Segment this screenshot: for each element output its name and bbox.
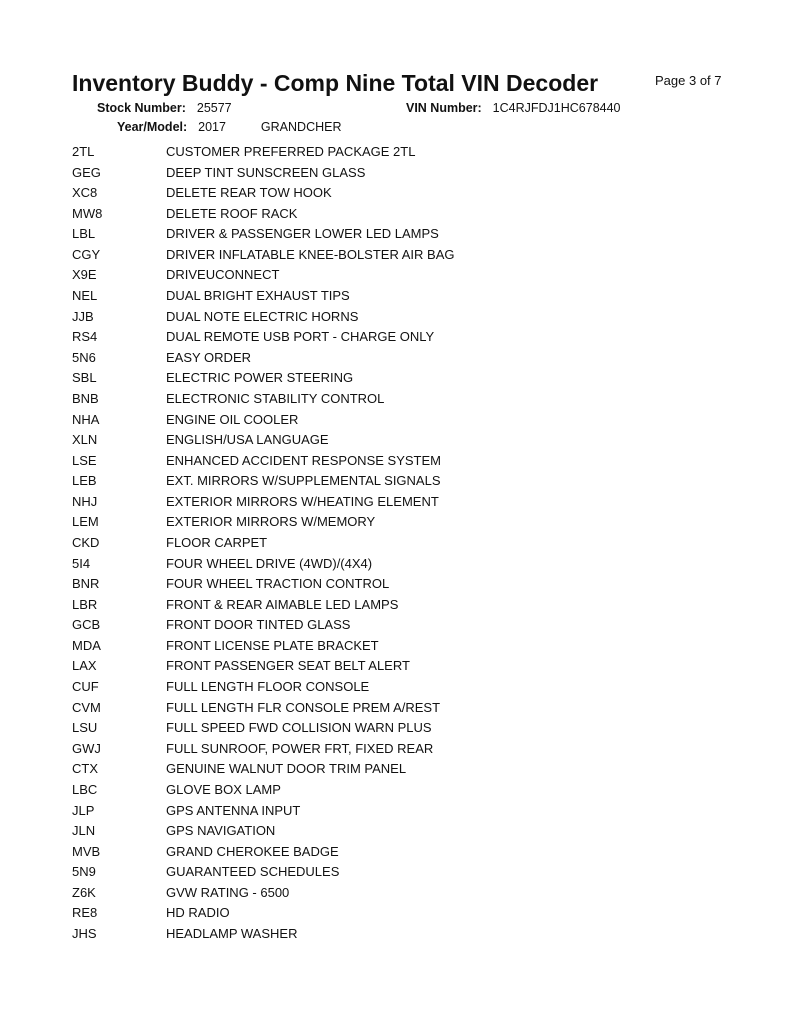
list-item [0,142,800,163]
model-value: GRANDCHER [260,120,342,134]
list-item [0,265,800,286]
option-code: LBC [72,781,98,797]
option-code: RE8 [72,905,98,921]
option-code: NEL [72,288,98,304]
year-value: 2017 [198,120,226,134]
option-code: CGY [72,246,101,262]
option-code: NHJ [72,493,98,509]
option-code: MW8 [72,205,103,221]
list-item [0,451,800,472]
option-code: LAX [72,658,97,674]
option-code: GCB [72,617,101,633]
option-code: Z6K [72,884,96,900]
option-description: EXT. MIRRORS W/SUPPLEMENTAL SIGNALS [166,473,441,489]
option-code: JHS [72,925,97,941]
option-description: ELECTRONIC STABILITY CONTROL [166,390,385,406]
option-description: FRONT PASSENGER SEAT BELT ALERT [166,658,410,674]
option-description: FULL SPEED FWD COLLISION WARN PLUS [166,720,432,736]
list-item [0,698,800,719]
option-description: DUAL REMOTE USB PORT - CHARGE ONLY [166,329,435,345]
list-item [0,718,800,739]
option-code: 2TL [72,144,95,159]
option-description: DUAL NOTE ELECTRIC HORNS [166,308,359,324]
option-description: ENHANCED ACCIDENT RESPONSE SYSTEM [166,452,441,468]
option-description: HD RADIO [166,905,230,921]
option-code: CVM [72,699,101,715]
year-model-label: Year/Model: [117,120,188,134]
list-item [0,801,800,822]
option-description: DRIVER INFLATABLE KNEE-BOLSTER AIR BAG [166,246,455,262]
option-description: GVW RATING - 6500 [166,884,290,900]
list-item [0,780,800,801]
option-description: EASY ORDER [166,349,252,365]
list-item [0,656,800,677]
list-item [0,533,800,554]
list-item [0,183,800,204]
list-item [0,286,800,307]
option-description: FRONT & REAR AIMABLE LED LAMPS [166,596,399,612]
option-description: FOUR WHEEL DRIVE (4WD)/(4X4) [166,555,373,571]
option-description: ELECTRIC POWER STEERING [166,370,354,386]
list-item [0,430,800,451]
option-code: LEM [72,514,99,530]
option-code: 5N6 [72,349,96,365]
list-item [0,368,800,389]
list-item [0,615,800,636]
list-item [0,677,800,698]
list-item [0,307,800,328]
stock-number [97,101,232,115]
option-code: 5N9 [72,864,96,880]
option-description: EXTERIOR MIRRORS W/HEATING ELEMENT [166,493,439,509]
option-description: FOUR WHEEL TRACTION CONTROL [166,576,390,592]
vin-number-value: 1C4RJFDJ1HC678440 [492,101,621,115]
option-code: 5I4 [72,555,91,571]
list-item [0,883,800,904]
option-code: GEG [72,164,101,180]
option-code: LSU [72,720,98,736]
option-code: JJB [72,308,94,324]
page-number: Page 3 of 7 [655,73,722,88]
option-description: GPS ANTENNA INPUT [166,802,301,818]
option-description: DUAL BRIGHT EXHAUST TIPS [166,288,350,304]
option-code: XC8 [72,185,98,201]
list-item [0,348,800,369]
option-code: LEB [72,473,97,489]
option-description: ENGLISH/USA LANGUAGE [166,432,329,448]
option-description: FULL LENGTH FLOOR CONSOLE [166,679,370,695]
list-item [0,163,800,184]
list-item [0,739,800,760]
option-code: LBL [72,226,96,242]
list-item [0,224,800,245]
option-code: BNR [72,576,100,592]
vin-number [406,101,621,115]
list-item [0,759,800,780]
option-code: SBL [72,370,97,386]
option-description: FULL SUNROOF, POWER FRT, FIXED REAR [166,740,434,756]
option-description: FRONT LICENSE PLATE BRACKET [166,637,379,653]
option-description: DELETE ROOF RACK [166,205,298,221]
option-description: GLOVE BOX LAMP [166,781,281,797]
option-code: CKD [72,534,100,550]
option-description: GRAND CHEROKEE BADGE [166,843,339,859]
list-item [0,512,800,533]
option-code: NHA [72,411,100,427]
option-description: FULL LENGTH FLR CONSOLE PREM A/REST [166,699,441,715]
option-code-list [0,142,800,945]
list-item [0,821,800,842]
stock-number-label: Stock Number: [97,101,186,115]
option-description: DEEP TINT SUNSCREEN GLASS [166,164,366,180]
option-code: XLN [72,432,98,448]
option-description: FRONT DOOR TINTED GLASS [166,617,351,633]
option-code: LSE [72,452,97,468]
report-title: Inventory Buddy - Comp Nine Total VIN Decoder [72,70,599,96]
option-description: EXTERIOR MIRRORS W/MEMORY [166,514,376,530]
list-item [0,389,800,410]
option-code: JLN [72,823,96,839]
list-item [0,636,800,657]
list-item [0,924,800,945]
option-description: DRIVER & PASSENGER LOWER LED LAMPS [166,226,439,242]
stock-number-value: 25577 [196,101,232,115]
option-code: GWJ [72,740,101,756]
list-item [0,903,800,924]
list-item [0,471,800,492]
year-model [117,120,341,134]
option-description: DRIVEUCONNECT [166,267,280,283]
list-item [0,595,800,616]
option-code: MDA [72,637,101,653]
option-code: CUF [72,679,99,695]
list-item [0,862,800,883]
list-item [0,245,800,266]
option-code: RS4 [72,329,98,345]
option-description: GUARANTEED SCHEDULES [166,864,340,880]
option-code: X9E [72,267,97,283]
option-code: BNB [72,390,99,406]
list-item [0,204,800,225]
option-code: CTX [72,761,98,777]
option-description: ENGINE OIL COOLER [166,411,299,427]
list-item [0,554,800,575]
option-description: FLOOR CARPET [166,534,268,550]
option-code: LBR [72,596,98,612]
option-description: HEADLAMP WASHER [166,925,298,941]
list-item [0,574,800,595]
vin-number-label: VIN Number: [406,101,482,115]
list-item [0,410,800,431]
option-description: GENUINE WALNUT DOOR TRIM PANEL [166,761,407,777]
list-item [0,492,800,513]
option-code: MVB [72,843,101,859]
option-description: DELETE REAR TOW HOOK [166,185,332,201]
list-item [0,842,800,863]
option-description: CUSTOMER PREFERRED PACKAGE 2TL [166,144,416,159]
option-description: GPS NAVIGATION [166,823,276,839]
option-code: JLP [72,802,95,818]
list-item [0,327,800,348]
